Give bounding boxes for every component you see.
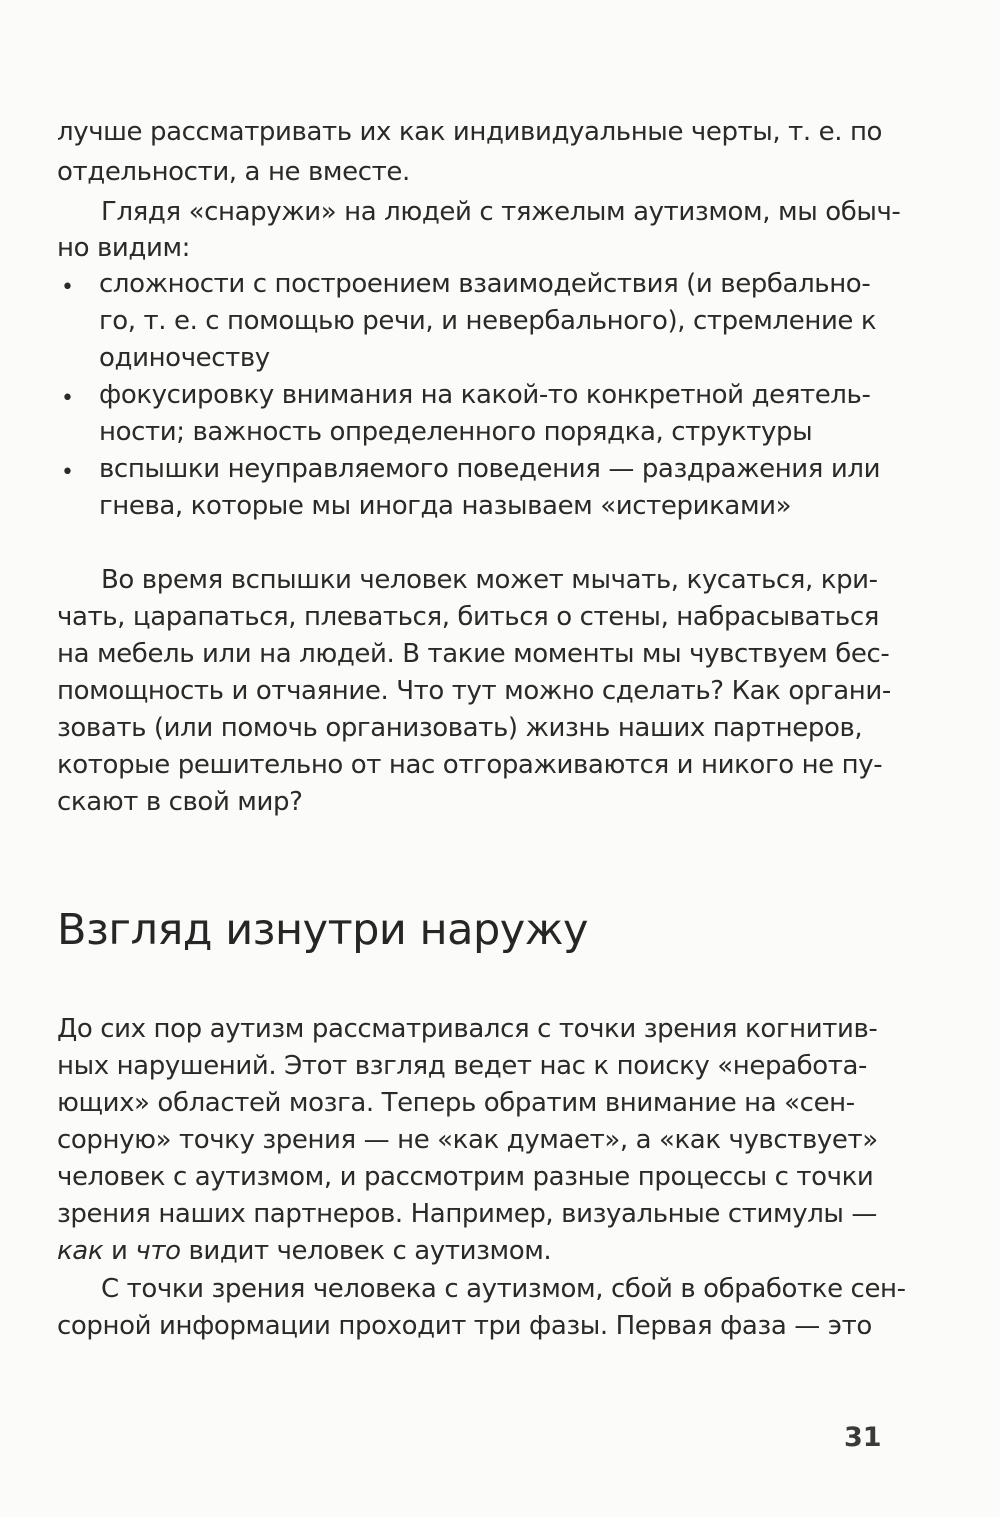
bullet-line: фокусировку внимания на какой-то конкретной деятель-: [99, 380, 871, 410]
paragraph-line: лучше рассматривать их как индивидуальные черты, т. е. по: [57, 117, 883, 147]
paragraph-line: ющих» областей мозга. Теперь обратим внимание на «сен-: [57, 1088, 855, 1118]
paragraph-line: но видим:: [57, 233, 191, 263]
paragraph-line: скают в свой мир?: [57, 787, 303, 817]
paragraph-line: сорной информации проходит три фазы. Первая фаза — это: [57, 1311, 872, 1341]
bullet-line: гнева, которые мы иногда называем «истериками»: [99, 491, 792, 521]
paragraph-line: зовать (или помочь организовать) жизнь наших партнеров,: [57, 713, 863, 743]
bullet-line: одиночеству: [99, 343, 270, 373]
bullet-line: сложности с построением взаимодействия (и вербально-: [99, 269, 871, 299]
bullet-marker: •: [61, 275, 74, 300]
bullet-marker: •: [61, 460, 74, 485]
bullet-marker: •: [61, 386, 74, 411]
paragraph-line: Глядя «снаружи» на людей с тяжелым аутизмом, мы обыч-: [101, 197, 901, 227]
bullet-line: ности; важность определенного порядка, структуры: [99, 417, 813, 447]
bullet-line: вспышки неуправляемого поведения — раздражения или: [99, 454, 881, 484]
paragraph-line-italic-mix: [57, 1231, 551, 1271]
text-span: видит человек с аутизмом.: [180, 1236, 552, 1266]
paragraph-line: До сих пор аутизм рассматривался с точки зрения когнитив-: [57, 1014, 878, 1044]
paragraph-line: ных нарушений. Этот взгляд ведет нас к поиску «неработа-: [57, 1051, 867, 1081]
paragraph-line: помощность и отчаяние. Что тут можно сделать? Как органи-: [57, 676, 891, 706]
italic-word: что: [135, 1236, 181, 1266]
italic-word: как: [57, 1236, 104, 1266]
paragraph-line: отдельности, а не вместе.: [57, 157, 410, 187]
paragraph-line: человек с аутизмом, и рассмотрим разные процессы с точки: [57, 1162, 874, 1192]
paragraph-line: которые решительно от нас отгораживаются и никого не пу-: [57, 750, 883, 780]
paragraph-line: сорную» точку зрения — не «как думает», а «как чувствует»: [57, 1125, 878, 1155]
paragraph-line: чать, царапаться, плеваться, биться о стены, набрасываться: [57, 602, 879, 632]
paragraph-line: на мебель или на людей. В такие моменты мы чувствуем бес-: [57, 639, 890, 669]
section-heading: Взгляд изнутри наружу: [57, 905, 588, 955]
paragraph-line: С точки зрения человека с аутизмом, сбой в обработке сен-: [101, 1274, 906, 1304]
page-number: 31: [844, 1422, 882, 1453]
text-span: и: [103, 1236, 136, 1266]
paragraph-line: зрения наших партнеров. Например, визуальные стимулы —: [57, 1199, 878, 1229]
paragraph-line: Во время вспышки человек может мычать, кусаться, кри-: [101, 565, 878, 595]
bullet-line: го, т. е. с помощью речи, и невербального), стремление к: [99, 306, 877, 336]
